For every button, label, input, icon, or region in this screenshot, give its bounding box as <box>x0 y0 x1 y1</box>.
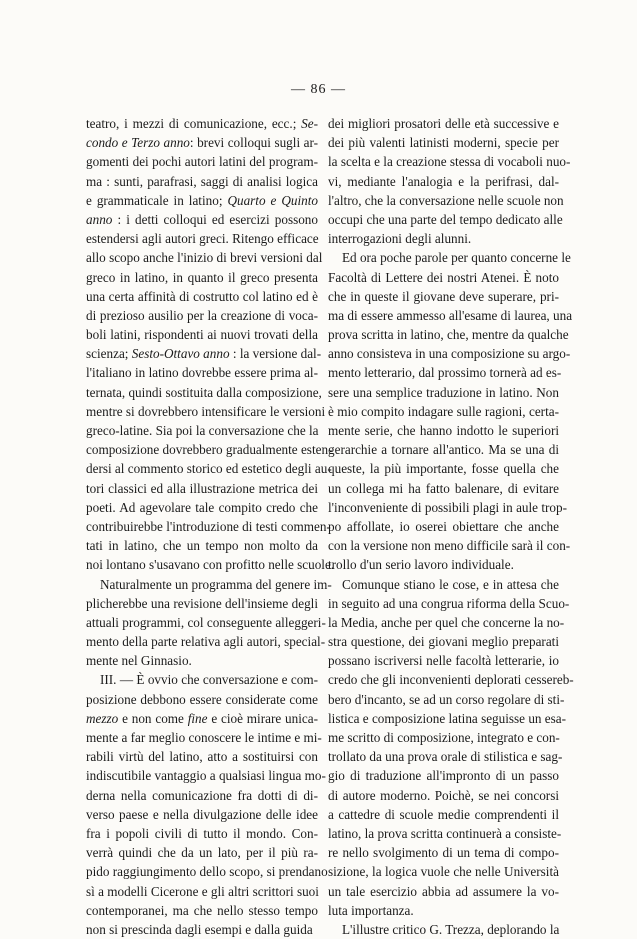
text-line: ma di essere ammesso all'esame di laurea, una <box>328 307 573 323</box>
text-line: greco in latino, in quanto il greco presenta <box>86 269 318 285</box>
text-line: tati in latino, che un tempo non molto da <box>86 538 318 554</box>
text-line: stra questione, dei giovani meglio preparati <box>328 634 559 650</box>
text-line: l'altro, che la conversazione nelle scuole non <box>328 192 564 208</box>
text-line: trollato da una prova orale di stilistica e sag- <box>328 749 563 765</box>
text-line: gomenti dei pochi autori latini del program- <box>86 154 318 170</box>
page-number: — 86 — <box>291 82 346 97</box>
text-line: mento letterario, dal prossimo tornerà ad es- <box>328 365 562 381</box>
text-line: queste, la più importante, fosse quella che <box>328 461 559 477</box>
text-line: Naturalmente un programma del genere im- <box>100 576 332 592</box>
text-line: sì a modelli Cicerone e gli altri scrittori suoi <box>86 883 319 899</box>
text-line: che in queste il giovane deve superare, pri- <box>328 288 559 304</box>
text-line: dei più valenti latinisti moderni, specie per <box>328 135 559 151</box>
text-line: indiscutibile vantaggio a qualsiasi lingua mo- <box>86 768 326 784</box>
text-line: Comunque stiano le cose, e in attesa che <box>342 576 559 592</box>
text-line: re nello svolgimento di un tema di compo- <box>328 845 559 861</box>
text-line: me scritto di composizione, integrato e con- <box>328 730 560 745</box>
text-line: vi, mediante l'analogia e la perifrasi, dal- <box>328 173 559 189</box>
text-line: dersi al commento storico ed estetico degli au- <box>86 461 332 477</box>
text-line: allo scopo anche l'inizio di brevi versioni dal <box>86 250 323 266</box>
text-line: mente nel Ginnasio. <box>86 653 192 669</box>
text-line: possano iscriversi nelle facoltà letterarie, io <box>328 653 559 669</box>
text-line: Facoltà di Lettere dei nostri Atenei. È noto <box>328 269 559 285</box>
text-line: di prezioso ausilio per la creazione di voca- <box>86 307 318 323</box>
text-line: mezzo e non come fine e cioè mirare unica- <box>86 710 318 726</box>
text-line: greco-latine. Sia poi la conversazione che la <box>86 423 319 438</box>
left-column <box>86 114 335 939</box>
text-line: po affollate, io oserei obiettare che anche <box>328 518 559 534</box>
text-line: contribuirebbe l'introduzione di testi commen- <box>86 518 331 534</box>
text-line: interrogazioni degli alunni. <box>328 231 472 247</box>
text-line: boli latini, rispondenti ai nuovi trovati della <box>86 327 318 343</box>
text-line: posizione debbono essere considerate come <box>86 691 318 707</box>
text-line: a cattedre di scuole medie comprendenti il <box>328 806 559 822</box>
text-line: la Media, anche per quel che concerne la no- <box>328 614 565 630</box>
text-line: mentre si dovrebbero intensificare le versioni <box>86 403 326 419</box>
text-line: scienza; Sesto-Ottavo anno : la versione dal- <box>86 346 322 362</box>
text-line: III. — È ovvio che conversazione e com- <box>100 672 318 688</box>
text-line: un tale esercizio abbia ad assumere la vo- <box>328 883 559 899</box>
text-line: una certa affinità di costrutto col latino ed è <box>86 288 318 304</box>
text-line: in seguito ad una congrua riforma della Scuo- <box>328 595 570 611</box>
text-line: la scelta e la creazione stessa di vocaboli nuo- <box>328 154 571 170</box>
text-line: tori classici ed alla illustrazione metrica dei <box>86 480 318 496</box>
text-line: anno : i detti colloqui ed esercizi possono <box>86 211 318 227</box>
text-line: sizione, la logica vuole che nelle Università <box>328 864 559 880</box>
text-line: gio di traduzione all'impronto di un passo <box>328 768 559 784</box>
text-line: con la versione non meno difficile sarà il con- <box>328 538 571 554</box>
text-line: occupi che una parte del tempo dedicato alle <box>328 211 563 227</box>
text-line: mente a far meglio conoscere le intime e mi- <box>86 730 322 745</box>
text-line: poeti. Ad agevolare tale compito credo che <box>86 499 318 515</box>
text-line: pido raggiungimento dello scopo, si prendano <box>86 864 328 880</box>
text-line: estendersi agli autori greci. Ritengo efficace <box>86 231 319 247</box>
text-line: ma : sunti, parafrasi, saggi di analisi logica <box>86 173 318 189</box>
text-line: è mio compito indagare sulle ragioni, certa- <box>328 403 559 419</box>
text-line: e grammaticale in latino; Quarto e Quinto <box>86 192 318 208</box>
text-line: composizione dovrebbero gradualmente esten- <box>86 442 333 458</box>
text-line: luta importanza. <box>328 902 414 918</box>
text-line: un collega mi ha fatto balenare, di evitare <box>328 480 559 496</box>
text-line: ternata, quindi sostituita dalla composizione, <box>86 384 322 400</box>
text-line: verso paese e nella divulgazione delle idee <box>86 806 318 822</box>
text-line: non si prescinda dagli esempi e dalla guida <box>86 921 313 937</box>
text-line: derna nella comunicazione fra dotti di di- <box>86 787 318 803</box>
text-line: listica e composizione latina seguisse un esa- <box>328 710 567 726</box>
text-line: l'inconveniente di possibili plagi in aule trop- <box>328 499 567 515</box>
text-line: attuali programmi, col conseguente alleggeri- <box>86 614 326 630</box>
text-line: condo e Terzo anno: brevi colloqui sugli ar- <box>86 135 319 151</box>
text-line: trollo d'un serio lavoro individuale. <box>328 557 514 573</box>
text-line: bero d'incanto, se ad un corso regolare di sti- <box>328 691 565 707</box>
text-line: contemporanei, ma che nello stesso tempo <box>86 902 318 918</box>
right-column <box>328 114 574 939</box>
text-line: sere una semplice traduzione in latino. Non <box>328 384 559 400</box>
text-line: plicherebbe una revisione dell'insieme degli <box>86 595 318 611</box>
text-line: anno consisteva in una composizione su argo- <box>328 346 571 362</box>
text-line: gerarchie a tornare all'antico. Ma se una di <box>328 442 559 458</box>
text-line: credo che gli inconvenienti deplorati cessereb- <box>328 672 574 688</box>
text-line: prova scritta in latino, che, mentre da qualche <box>328 327 569 343</box>
text-line: mente serie, che hanno indotto le superiori <box>328 423 559 438</box>
text-line: noi lontano s'usavano con profitto nelle scuole. <box>86 557 335 573</box>
text-line: fra i popoli civili di tutto il mondo. Con- <box>86 825 318 841</box>
text-line: mento della parte relativa agli autori, special- <box>86 634 326 650</box>
text-line: dei migliori prosatori delle età successive e <box>328 116 559 131</box>
text-line: rabili virtù del latino, atto a sostituirsi con <box>86 749 318 765</box>
text-line: l'italiano in latino dovrebbe essere prima al- <box>86 365 318 381</box>
text-line: latino, la prova scritta continuerà a consiste- <box>328 825 562 841</box>
text-line: verrà quindi che da un lato, per il più ra- <box>86 845 318 861</box>
text-line: teatro, i mezzi di comunicazione, ecc.; Se- <box>86 116 318 131</box>
text-line: di autore moderno. Poichè, se nei concorsi <box>328 787 559 803</box>
text-line: L'illustre critico G. Trezza, deplorando la <box>342 921 560 937</box>
text-line: Ed ora poche parole per quanto concerne le <box>342 250 571 266</box>
